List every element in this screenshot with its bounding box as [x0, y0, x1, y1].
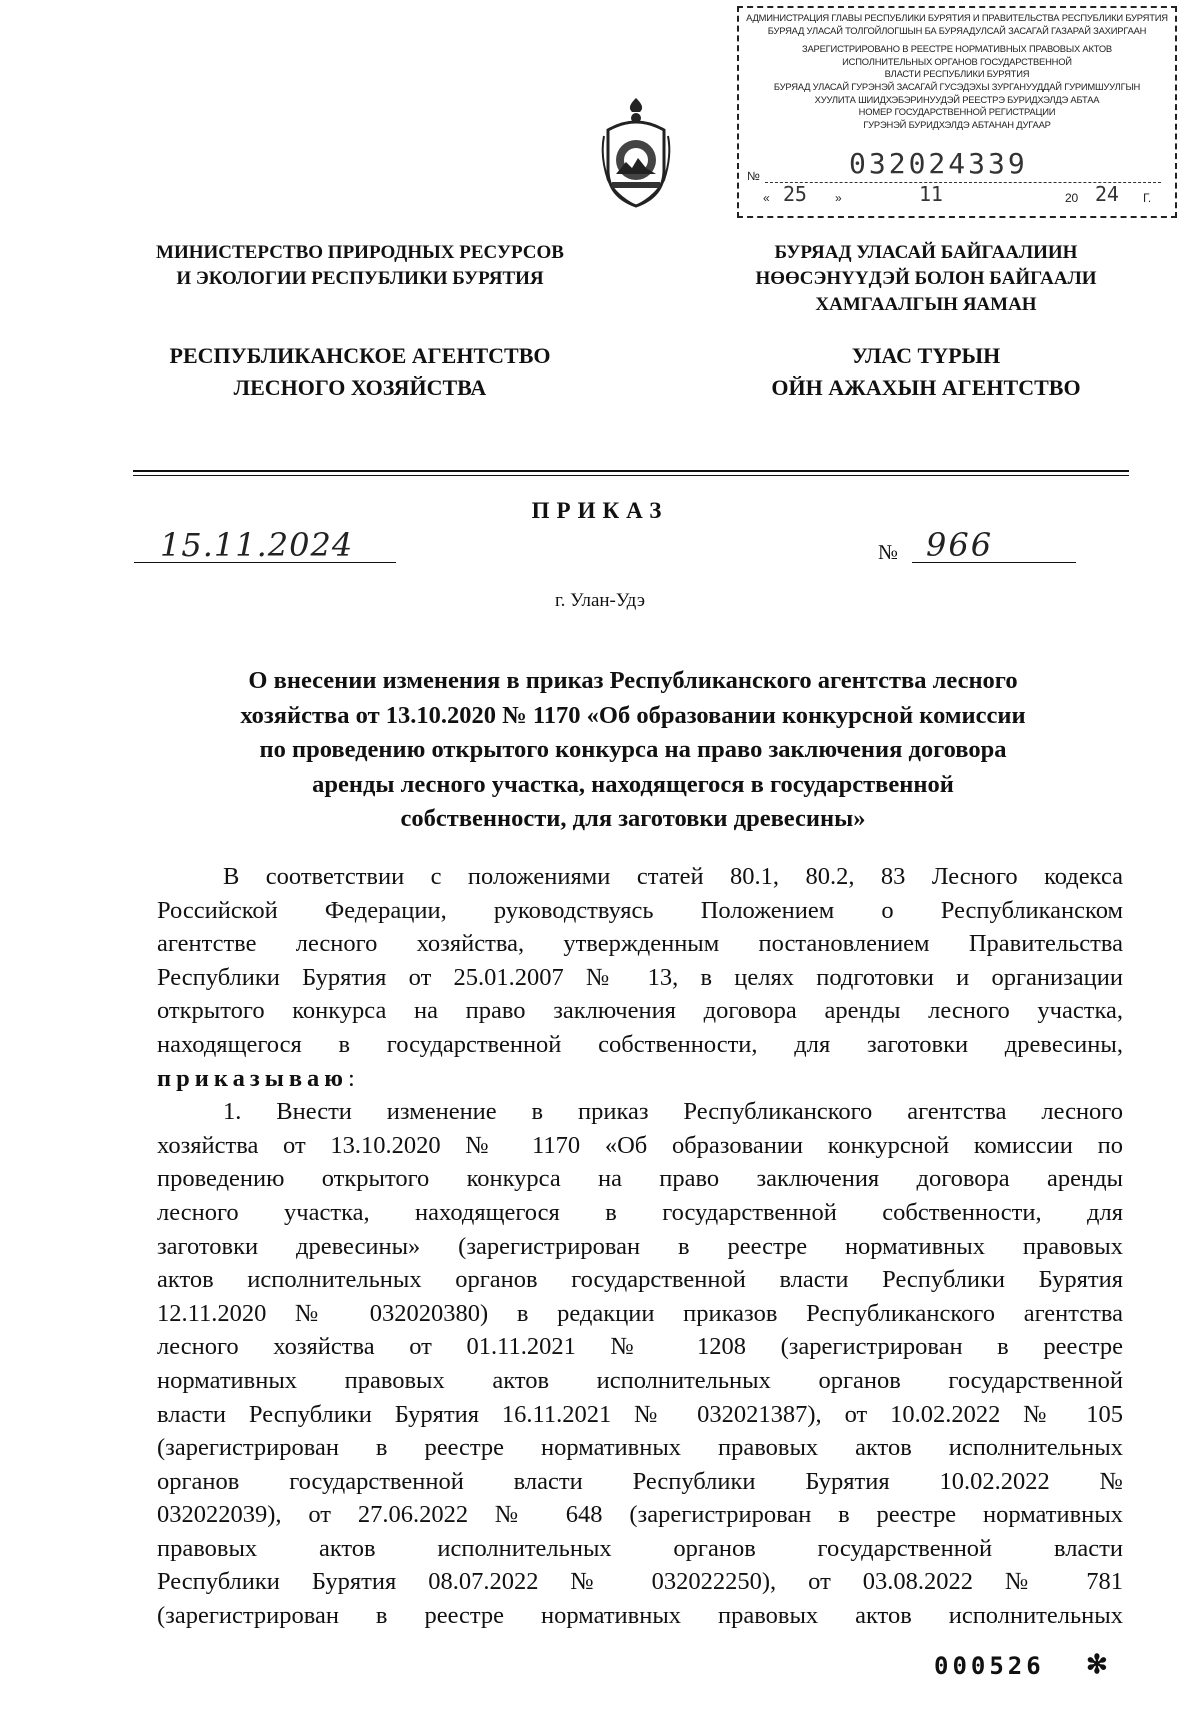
order-line — [157, 1062, 1123, 1096]
body-line: власти Республики Бурятия 16.11.2021 № 032021387), от 10.02.2022 № 105 — [157, 1400, 1123, 1428]
stamp-date-year: 24 — [1095, 182, 1119, 206]
body-line: актов исполнительных органов государственной власти Республики Бурятия — [157, 1266, 1123, 1294]
body-line: Республики Бурятия от 25.01.2007 № 13, в целях подготовки и организации — [157, 963, 1123, 991]
body-line: органов государственной власти Республики Бурятия 10.02.2022 № — [157, 1467, 1123, 1495]
body-line: правовых актов исполнительных органов государственной власти — [157, 1534, 1123, 1562]
body-line: В соответствии с положениями статей 80.1, 80.2, 83 Лесного кодекса — [223, 863, 1123, 890]
body-line: 032022039), от 27.06.2022 № 648 (зарегистрирован в реестре нормативных — [157, 1501, 1123, 1529]
body-line: агентстве лесного хозяйства, утвержденным постановлением Правительства — [157, 930, 1123, 958]
body-line: лесного хозяйства от 01.11.2021 № 1208 (зарегистрирован в реестре — [157, 1333, 1123, 1361]
header-divider-thin — [133, 475, 1129, 476]
document-city: г. Улан-Удэ — [555, 590, 645, 611]
stamp-date-close-quote: » — [835, 191, 842, 205]
body-line: открытого конкурса на право заключения договора аренды лесного участка, — [157, 997, 1123, 1025]
stamp-registration-date — [739, 182, 1175, 216]
body-line: Республики Бурятия 08.07.2022 № 032022250), от 03.08.2022 № 781 — [157, 1568, 1123, 1596]
document-body — [157, 860, 1123, 1633]
stamp-line: ГУРЭНЭЙ БУРИДХЭЛДЭ АБТАHАН ДУГААР — [863, 118, 1051, 130]
document-title: ПРИКАЗ — [531, 498, 669, 523]
stamp-line: НОМЕР ГОСУДАРСТВЕННОЙ РЕГИСТРАЦИИ — [858, 106, 1056, 118]
document-subject: О внесении изменения в приказ Республиканского агентства лесного хозяйства от 13.10.2020 № 1170 «Об образовании конкурсной комиссии по проведению открытого конкурса на право заключения договора аренды лесного участка, находящегося в государственной собственности, для заготовки древесины» — [240, 667, 1026, 832]
ministry-name-ru: МИНИСТЕРСТВО ПРИРОДНЫХ РЕСУРСОВ И ЭКОЛОГИИ РЕСПУБЛИКИ БУРЯТИЯ — [156, 242, 564, 289]
stamp-line: ЗАРЕГИСТРИРОВАНО В РЕЕСТРЕ НОРМАТИВНЫХ ПРАВОВЫХ АКТОВ — [802, 43, 1112, 55]
body-line: лесного участка, находящегося в государственной собственности, для — [157, 1198, 1123, 1226]
stamp-date-month: 11 — [919, 182, 943, 206]
stamp-number-label: № — [747, 169, 760, 183]
order-word: приказываю — [157, 1064, 349, 1092]
stamp-line: БУРЯАД УЛАСАЙ ГУРЭНЭЙ ЗАСАГАЙ ГУСЭДЭХЫ ЗУРГАНУУДДАЙ ГУРИМШУУЛГЫН — [773, 80, 1141, 92]
body-line: нормативных правовых актов исполнительных органов государственной — [157, 1366, 1123, 1394]
stamp-line: ХУУЛИТА ШИИДХЭБЭРИНУУДЭЙ РЕЕСТРЭ БУРИДХЭЛДЭ АБТАА — [814, 93, 1100, 105]
agency-name-ru: РЕСПУБЛИКАНСКОЕ АГЕНТСТВО ЛЕСНОГО ХОЗЯЙСТВА — [169, 343, 551, 400]
body-line: находящегося в государственной собственности, для заготовки древесины, — [157, 1030, 1123, 1058]
asterisk-mark-icon: ✻ — [1086, 1650, 1108, 1679]
body-line: (зарегистрирован в реестре нормативных правовых актов исполнительных — [157, 1434, 1123, 1462]
order-colon: : — [348, 1064, 355, 1092]
body-line: 12.11.2020 № 032020380) в редакции приказов Республиканского агентства — [157, 1299, 1123, 1327]
sheet-number: 000526 — [934, 1652, 1045, 1680]
document-number-label: № — [878, 540, 899, 564]
body-line: хозяйства от 13.10.2020 № 1170 «Об образовании конкурсной комиссии по — [157, 1131, 1123, 1159]
document-date: 15.11.2024 — [160, 526, 354, 564]
agency-name-bu: УЛАС ТҮРЫН ОЙН АЖАХЫН АГЕНТСТВО — [771, 343, 1081, 400]
stamp-line: АДМИНИСТРАЦИЯ ГЛАВЫ РЕСПУБЛИКИ БУРЯТИЯ И ПРАВИТЕЛЬСТВА РЕСПУБЛИКИ БУРЯТИЯ — [746, 12, 1168, 23]
stamp-date-year-prefix: 20 — [1065, 191, 1078, 205]
document-number-field — [912, 526, 1076, 563]
stamp-date-day: 25 — [783, 182, 807, 206]
stamp-number-value: 032024339 — [849, 147, 1028, 180]
body-line: 1. Внести изменение в приказ Республиканского агентства лесного — [223, 1098, 1123, 1126]
body-line: проведению открытого конкурса на право заключения договора аренды — [157, 1165, 1123, 1193]
body-line: заготовки древесины» (зарегистрирован в реестре нормативных правовых — [157, 1232, 1123, 1260]
stamp-line: ВЛАСТИ РЕСПУБЛИКИ БУРЯТИЯ — [884, 68, 1030, 80]
ministry-name-bu: БУРЯАД УЛАСАЙ БАЙГААЛИИН НӨӨСЭНҮҮДЭЙ БОЛОН БАЙГААЛИ ХАМГААЛГЫН ЯАМАН — [755, 242, 1097, 315]
stamp-line: ИСПОЛНИТЕЛЬНЫХ ОРГАНОВ ГОСУДАРСТВЕННОЙ — [842, 55, 1072, 67]
body-line: Российской Федерации, руководствуясь Положением о Республиканском — [157, 896, 1123, 924]
document-number: 966 — [926, 526, 994, 564]
header-divider — [133, 470, 1129, 472]
registration-stamp — [737, 6, 1177, 218]
stamp-line: БУРЯАД УЛАСАЙ ТОЛГОЙЛОГШЫН БА БУРЯАДУЛСАЙ ЗАСАГАЙ ГАЗАРАЙ ЗАХИРГААН — [767, 24, 1147, 36]
stamp-date-open-quote: « — [763, 191, 770, 205]
stamp-date-suffix: Г. — [1143, 191, 1151, 205]
body-line: (зарегистрирован в реестре нормативных правовых актов исполнительных — [157, 1602, 1123, 1630]
coat-of-arms-icon — [598, 96, 674, 208]
document-date-field — [134, 526, 396, 563]
